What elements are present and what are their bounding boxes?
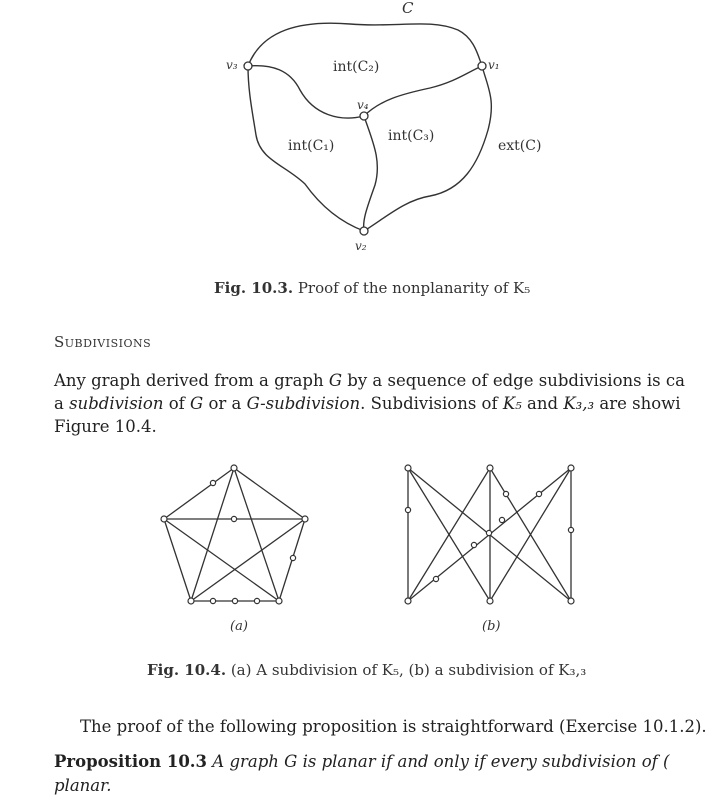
figure-10-4 [0, 455, 657, 645]
k5-vertex [276, 598, 282, 604]
figure-10-4-caption-number: Fig. 10.4. [147, 661, 227, 679]
section-heading: Subdivisions [54, 333, 152, 351]
figure-10-4-caption-text: (a) A subdivision of K₅, (b) a subdivision of K₃,₃ [230, 661, 587, 679]
label-c: C [402, 0, 414, 17]
paragraph-line-3: Figure 10.4. [54, 417, 157, 436]
edge-v4-v1 [364, 66, 482, 116]
proposition-line-2: planar. [54, 776, 112, 795]
k5-vertex [302, 516, 308, 522]
k5-subdivision-vertex [210, 598, 215, 603]
label-v1: v₁ [488, 58, 500, 72]
figure-label-b: (b) [482, 619, 501, 634]
proposition-heading: Proposition 10.3 [54, 752, 208, 771]
k5-subdivision-vertex [231, 516, 236, 521]
k33-subdivision-vertex [503, 491, 508, 496]
vertex-v1 [478, 62, 486, 70]
k33-subdivision-vertex [405, 507, 410, 512]
k5-subdivision-vertex [232, 598, 237, 603]
label-v2: v₂ [355, 239, 367, 253]
k33-vertex [487, 598, 493, 604]
figure-10-3-caption-text: Proof of the nonplanarity of K₅ [297, 279, 531, 297]
proposition-10-3 [54, 750, 669, 798]
k33-subdivision-vertex [486, 530, 491, 535]
k5-subdivision-vertex [254, 598, 259, 603]
k33-vertex [405, 465, 411, 471]
label-int-c2: int(C₂) [333, 59, 380, 75]
k5-vertex [231, 465, 237, 471]
vertex-v4 [360, 112, 368, 120]
paragraph-line-1: Any graph derived from a graph G by a sequence of edge subdivisions is ca [54, 371, 685, 390]
label-int-c3: int(C₃) [388, 128, 435, 144]
k5-vertex [161, 516, 167, 522]
vertex-v2 [360, 227, 368, 235]
label-int-c1: int(C₁) [288, 138, 335, 154]
k5-subdivision-vertex [210, 480, 215, 485]
label-v4: v₄ [357, 98, 369, 112]
figure-10-3 [0, 0, 657, 260]
proof-line: The proof of the following proposition is straightforward (Exercise 10.1.2). [80, 717, 707, 736]
k33-subdivision-vertex [433, 576, 438, 581]
label-v3: v₃ [226, 58, 238, 72]
paragraph-line-2: a subdivision of G or a G-subdivision. Subdivisions of K₅ and K₃,₃ are showi [54, 394, 681, 413]
k33-subdivision-vertex [568, 527, 573, 532]
k33-vertex [405, 598, 411, 604]
proposition-line-1: Proposition 10.3 A graph G is planar if and only if every subdivision of ( [54, 752, 670, 771]
k33-vertex [487, 465, 493, 471]
k5-vertex [188, 598, 194, 604]
k33-vertex [568, 598, 574, 604]
figure-10-3-curves [248, 23, 491, 231]
k5-subdivision-vertex [290, 555, 295, 560]
figure-10-4-caption [147, 661, 586, 679]
subdivision-paragraph [54, 369, 685, 438]
figure-10-3-caption-number: Fig. 10.3. [214, 279, 294, 297]
figure-10-3-caption [214, 279, 530, 297]
k33-subdivision-vertex [471, 542, 476, 547]
vertex-v3 [244, 62, 252, 70]
figure-label-a: (a) [230, 619, 248, 634]
edge-v4-v2 [364, 116, 378, 231]
label-ext-c: ext(C) [498, 138, 542, 154]
k33-vertex [568, 465, 574, 471]
k33-subdivision-vertex [536, 491, 541, 496]
k5-subdivision [164, 468, 305, 601]
k33-subdivision-vertex [499, 517, 504, 522]
